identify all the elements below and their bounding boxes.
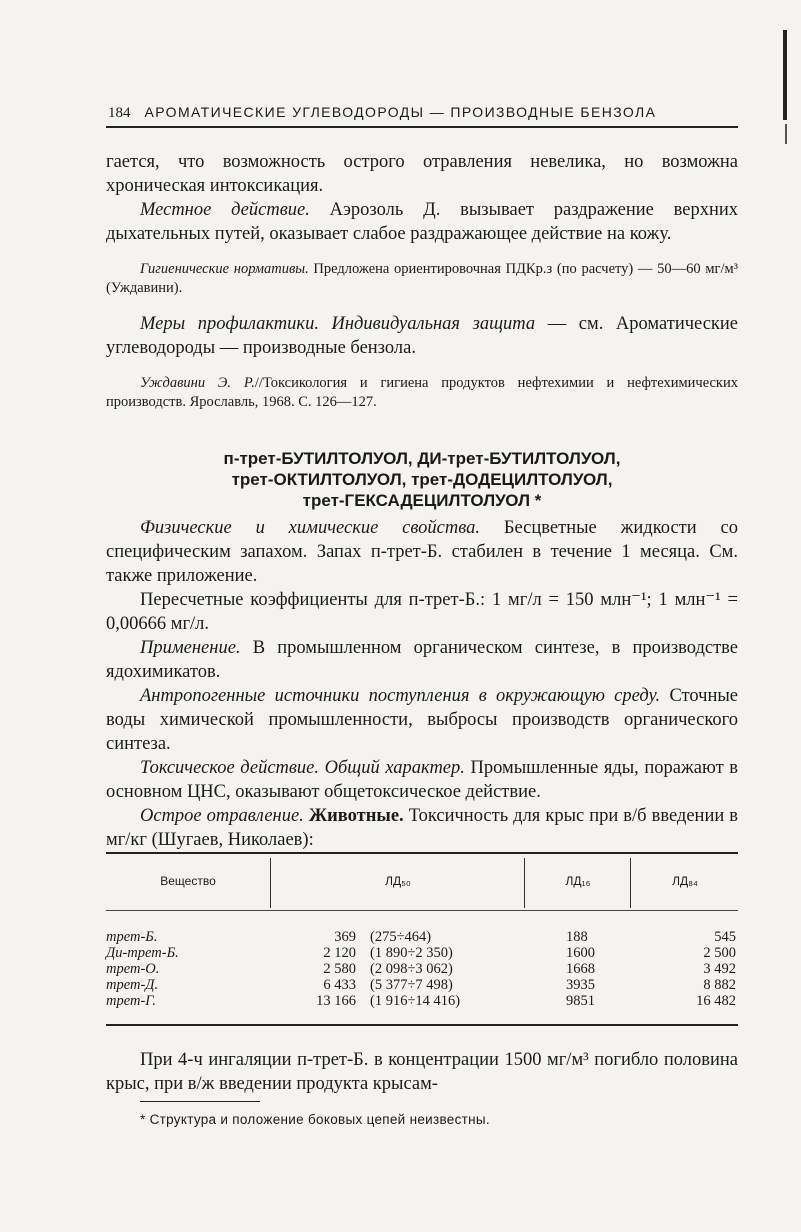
book-page: 184 АРОМАТИЧЕСКИЕ УГЛЕВОДОРОДЫ — ПРОИЗВОДНЫЕ БЕНЗОЛА гается, что возможность острого отравления невелика, но возможна хроническая интоксикация. Местное действие. Аэрозоль Д. вызывает раздражение верхних дыхательных путей, оказывает слабое раздражающее действие на кожу. Гигиенические нормативы. Предложена ориентировочная ПДКр.з (по расчету) — 50—60 мг/м³ (Уждавини). Меры профилактики. Индивидуальная защита — см. Ароматические углеводороды — производные бензола. Уждавини Э. Р.//Токсикология и гигиена продуктов нефтехимии и нефтехимических производств. Ярославль, 1968. С. 126—127. п-трет-БУТИЛТОЛУОЛ, ДИ-трет-БУТИЛТОЛУОЛ, трет-ОКТИЛТОЛУОЛ, трет-ДОДЕЦИЛТОЛУОЛ, трет-ГЕКСАДЕЦИЛТОЛУОЛ * Физические и химические свойства. Бесцветные жидкости со специфическим запахом. Запах п-трет-Б. стабилен в течение 1 месяца. См. также приложение. Пересчетные коэффициенты для п-трет-Б.: 1 мг/л = 150 млн⁻¹; 1 млн⁻¹ = 0,00666 мг/л. Применение. В промышленном органическом синтезе, в производстве ядохимикатов. Антропогенные источники поступления в окружающую среду. Сточные воды химической промышленности, выбросы производств органического синтеза. Токсическое действие. Общий характер. Промышленные яды, поражают в основном ЦНС, оказывают общетоксическое действие. Острое отравление. Животные. Токсичность для крыс при в/б введении в мг/кг (Шугаев, Николаев): Вещество ЛД₅₀ ЛД₁₆ ЛД₈₄ трет-Б. 369 (275÷464) 188 545 Ди-трет-Б. 2 120 (1 890÷2 350) 1600 2 500 трет-О. 2 580 (2 098÷3 062) 1668 3 492 трет-Д. 6 433 (5 377÷7 498) 3935 8 882 трет-Г. 13 166 (1 916÷14 416) 9851 16 482 При 4-ч ингаляции п-трет-Б. в концентрации 1500 мг/м³ погибло половина крыс, при в/ж введении продукта крысам- * Структура и положение боковых цепей неизвестны. xyxy=(0,0,801,1232)
col-header-ld50: ЛД₅₀ xyxy=(385,874,411,888)
col-header-substance: Вещество xyxy=(160,874,216,888)
body-block xyxy=(106,516,738,852)
table-bottom-rule xyxy=(106,1024,738,1026)
table-divider xyxy=(630,858,631,908)
section-title: п-трет-БУТИЛТОЛУОЛ, ДИ-трет-БУТИЛТОЛУОЛ, трет-ОКТИЛТОЛУОЛ, трет-ДОДЕЦИЛТОЛУОЛ, трет-ГЕКСАДЕЦИЛТОЛУОЛ * xyxy=(223,449,621,510)
table-top-rule xyxy=(106,852,738,854)
paragraph-toxic: Токсическое действие. Общий характер. Промышленные яды, поражают в основном ЦНС, оказывают общетоксическое действие. xyxy=(106,758,738,802)
page-number: 184 xyxy=(108,105,131,121)
scan-edge-mark xyxy=(785,124,787,144)
paragraph-local-action: Местное действие. Аэрозоль Д. вызывает раздражение верхних дыхательных путей, оказывает слабое раздражающее действие на кожу. xyxy=(106,200,739,244)
header-rule xyxy=(106,126,738,128)
paragraph-conversion: Пересчетные коэффициенты для п-трет-Б.: 1 мг/л = 150 млн⁻¹; 1 млн⁻¹ = 0,00666 мг/л. xyxy=(106,590,738,634)
paragraph-sources: Антропогенные источники поступления в окружающую среду. Сточные воды химической промышленности, выбросы производств органического синтеза. xyxy=(106,686,739,754)
running-header xyxy=(108,104,738,122)
paragraph-properties: Физические и химические свойства. Бесцветные жидкости со специфическим запахом. Запах п-трет-Б. стабилен в течение 1 месяца. См. также приложение. xyxy=(106,518,738,586)
reference: Уждавини Э. Р.//Токсикология и гигиена продуктов нефтехимии и нефтехимических производств. Ярославль, 1968. С. 126—127. xyxy=(106,375,738,410)
top-block xyxy=(106,150,738,412)
paragraph-hygiene: Гигиенические нормативы. Предложена ориентировочная ПДКр.з (по расчету) — 50—60 мг/м³ (Уждавини). xyxy=(106,261,738,296)
col-header-ld84: ЛД₈₄ xyxy=(672,874,698,888)
paragraph-prevention: Меры профилактики. Индивидуальная защита — см. Ароматические углеводороды — производные бензола. xyxy=(106,314,739,358)
bottom-block xyxy=(106,1048,738,1096)
running-title: АРОМАТИЧЕСКИЕ УГЛЕВОДОРОДЫ — ПРОИЗВОДНЫЕ БЕНЗОЛА xyxy=(144,104,657,120)
col-header-ld16: ЛД₁₆ xyxy=(565,874,591,888)
paragraph-use: Применение. В промышленном органическом синтезе, в производстве ядохимикатов. xyxy=(106,638,738,682)
scan-edge-mark xyxy=(783,30,787,120)
table-divider xyxy=(524,858,525,908)
footnote-rule xyxy=(140,1101,260,1102)
table-divider xyxy=(270,858,271,908)
table-header-rule xyxy=(106,910,738,911)
paragraph-inhalation: При 4-ч ингаляции п-трет-Б. в концентрации 1500 мг/м³ погибло половина крыс, при в/ж введении продукта крысам- xyxy=(106,1050,738,1094)
paragraph-continuation: гается, что возможность острого отравления невелика, но возможна хроническая интоксикация. xyxy=(106,152,738,196)
footnote: * Структура и положение боковых цепей неизвестны. xyxy=(140,1112,490,1127)
paragraph-acute: Острое отравление. Животные. Токсичность для крыс при в/б введении в мг/кг (Шугаев, Николаев): xyxy=(106,806,738,850)
